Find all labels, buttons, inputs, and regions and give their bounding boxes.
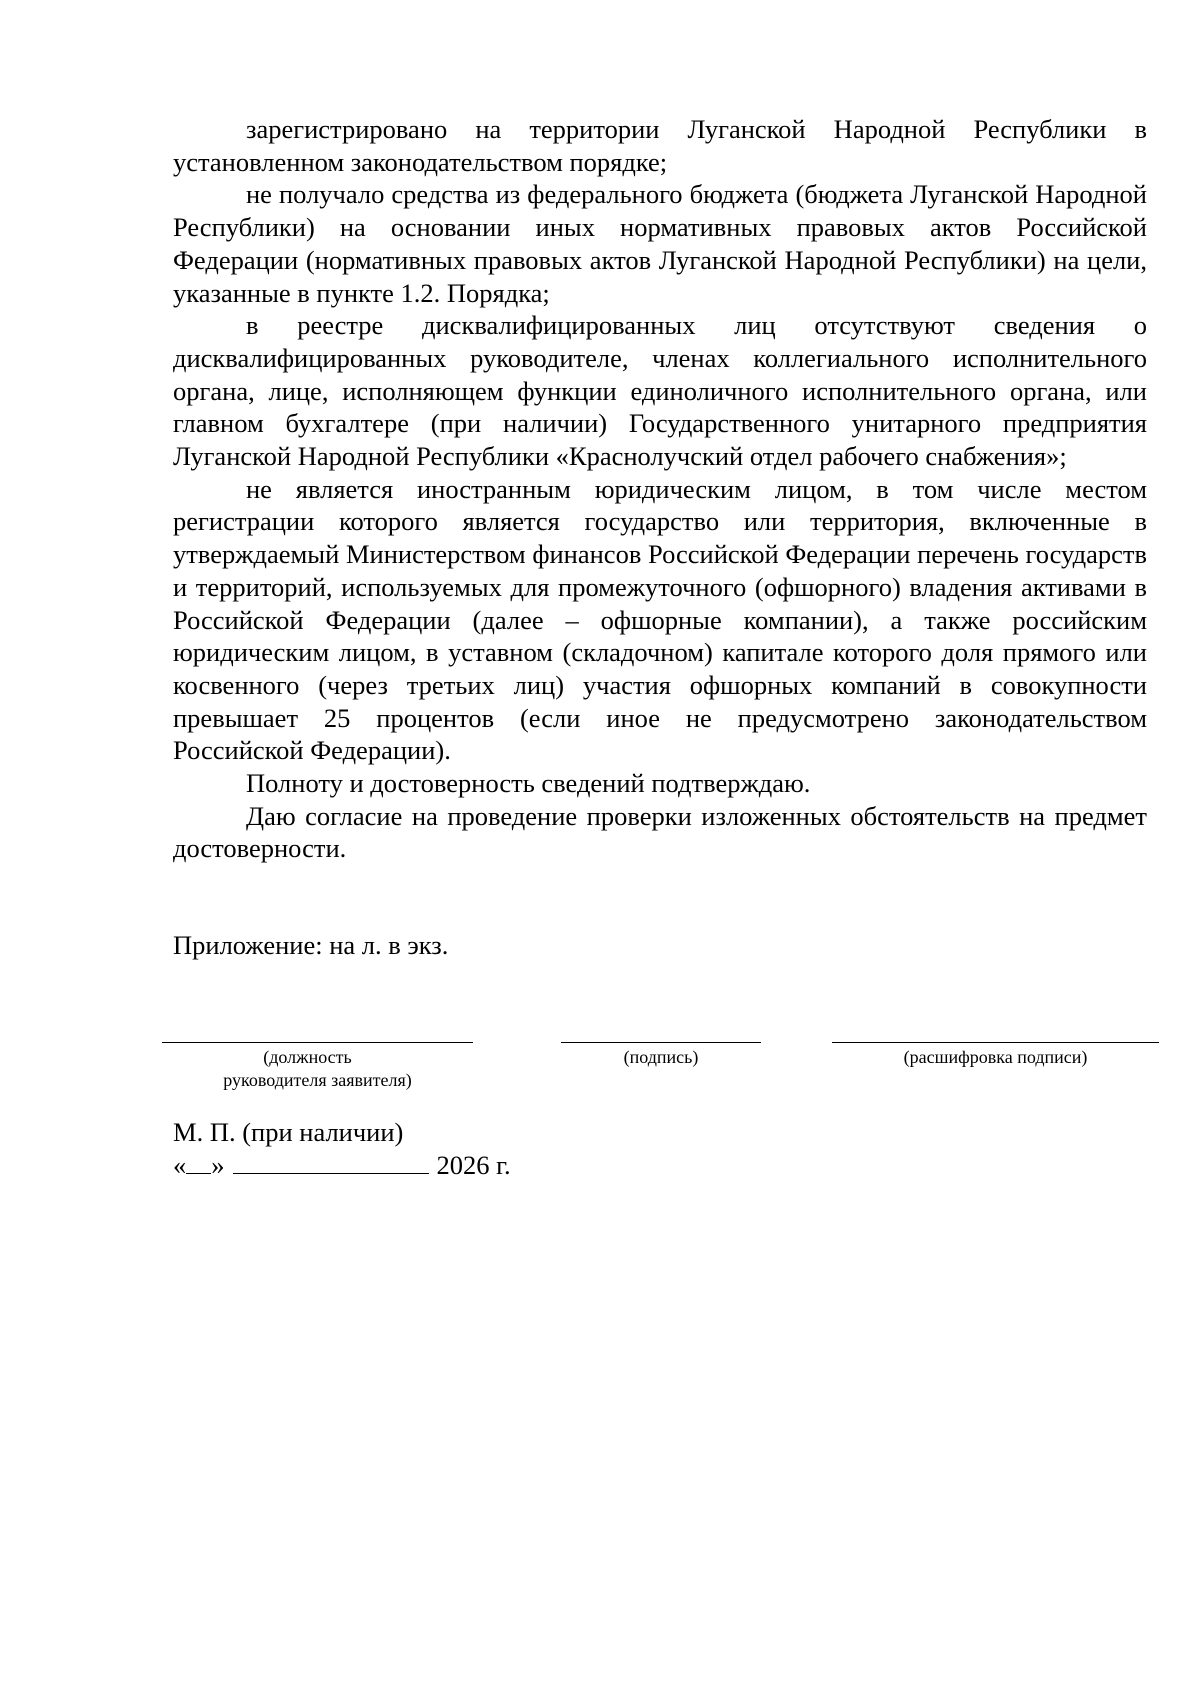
date-open-quote: « [173, 1150, 187, 1180]
stamp-line: М. П. (при наличии) [173, 1117, 404, 1147]
paragraph-registered: зарегистрировано на территории Луганской Народной Республики в установленном законодательством порядке; [173, 114, 1147, 177]
day-blank [186, 1153, 211, 1174]
paragraph-confirmation: Полноту и достоверность сведений подтверждаю. [246, 768, 811, 799]
paragraph-not-foreign-entity: не является иностранным юридическим лицом, в том числе местом регистрации которого является государство или территория, включенные в утверждаемый Министерством финансов Российской Федерации перечень государств и территорий, используемых для промежуточного (офшорного) владения активами в Российской Федерации (далее – офшорные компании), а также российским юридическим лицом, в уставном (складочном) капитале которого доля прямого или косвенного (через третьих лиц) участия офшорных компаний в совокупности превышает 25 процентов (если иное не предусмотрено законодательством Российской Федерации). [173, 473, 1147, 766]
attachment-line: Приложение: на л. в экз. [173, 930, 449, 960]
signature-decoding-field [832, 1042, 1159, 1069]
decoding-caption: (расшифровка подписи) [903, 1047, 1088, 1067]
date-line [173, 1149, 511, 1181]
signature-position-field [162, 1042, 473, 1092]
position-caption-line1: (должность [263, 1047, 352, 1067]
position-caption-line2: руководителя заявителя) [223, 1070, 412, 1090]
date-close-quote: » [211, 1150, 225, 1180]
paragraph-no-budget-funds: не получало средства из федерального бюджета (бюджета Луганской Народной Республики) на основании иных нормативных правовых актов Российской Федерации (нормативных правовых актов Луганской Народной Республики) на цели, указанные в пункте 1.2. Порядка; [173, 179, 1147, 308]
signature-field [561, 1042, 761, 1069]
paragraph-consent: Даю согласие на проведение проверки изложенных обстоятельств на предмет достоверности. [173, 800, 1147, 864]
signature-caption: (подпись) [623, 1047, 699, 1067]
paragraph-disqualified-registry: в реестре дисквалифицированных лиц отсутствуют сведения о дисквалифицированных руководителе, членах коллегиального исполнительного органа, лице, исполняющем функции единоличного исполнительного органа, или главном бухгалтере (при наличии) Государственного унитарного предприятия Луганской Народной Республики «Краснолучский отдел рабочего снабжения»; [173, 310, 1147, 472]
document-body [173, 113, 1147, 865]
month-blank [233, 1153, 429, 1174]
date-year: 2026 г. [436, 1150, 511, 1180]
